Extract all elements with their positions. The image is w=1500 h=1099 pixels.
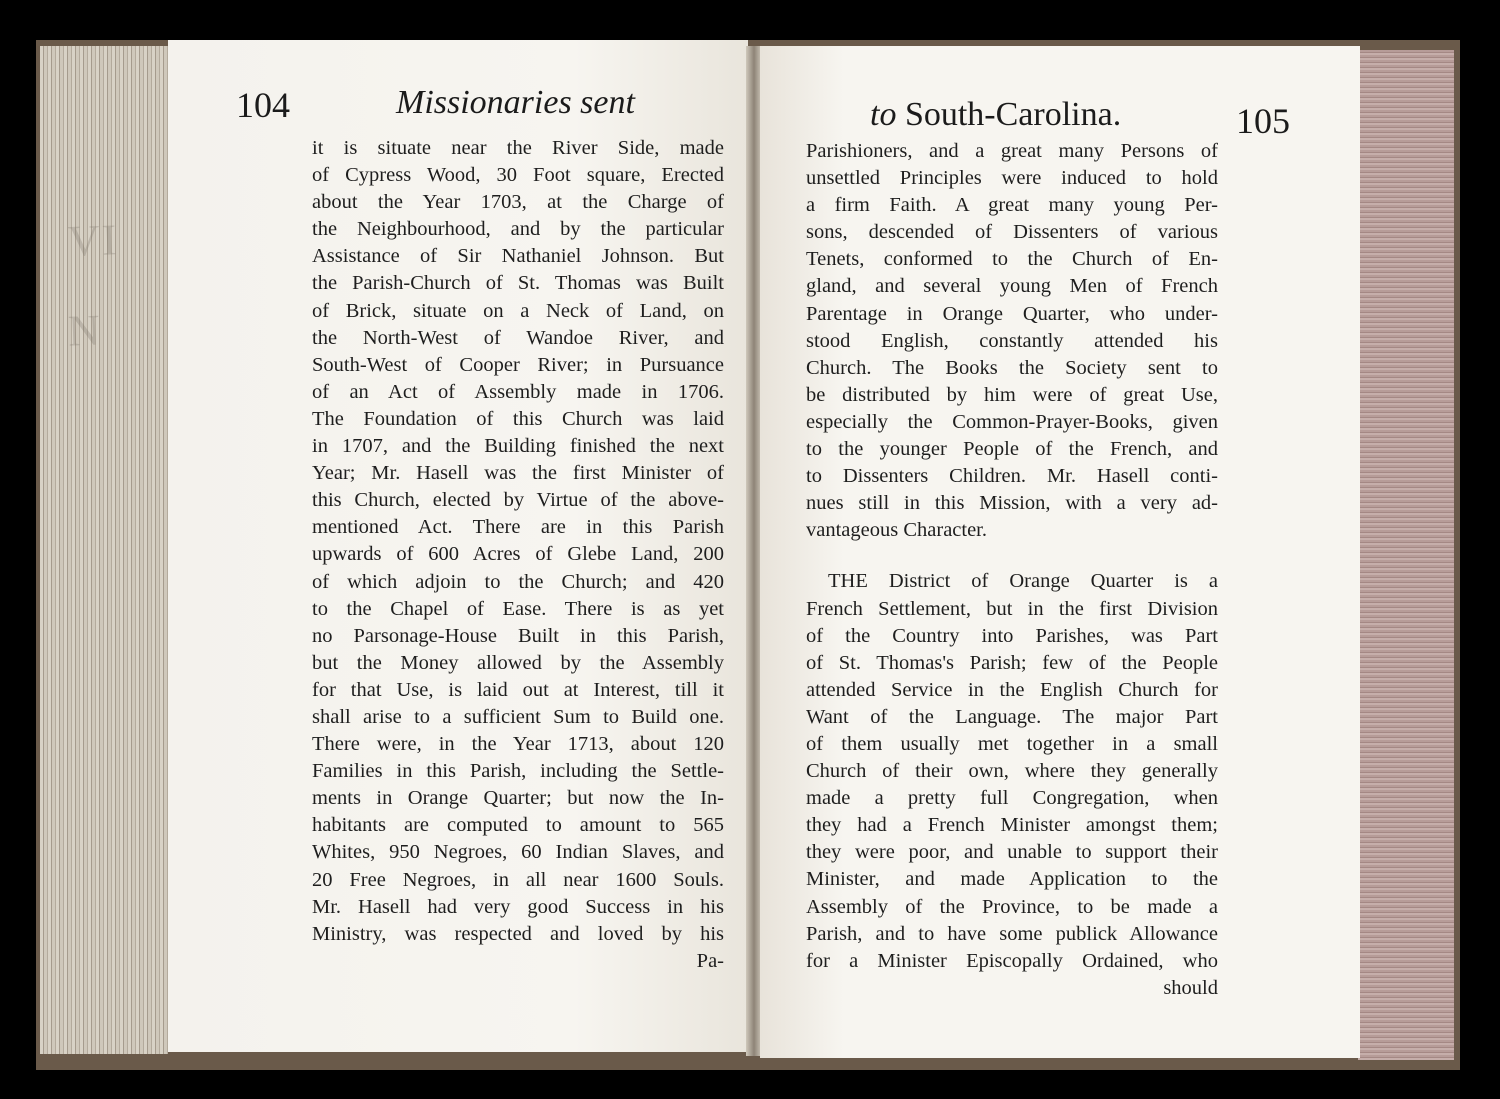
text-line: Tenets, conformed to the Church of En- <box>806 248 1218 271</box>
text-line: this Church, elected by Virtue of the above- <box>312 489 724 512</box>
text-line: Whites, 950 Negroes, 60 Indian Slaves, and <box>312 841 724 864</box>
text-line: Assistance of Sir Nathaniel Johnson. But <box>312 245 724 268</box>
text-line: Parish, and to have some publick Allowance <box>806 922 1218 945</box>
text-line: no Parsonage-House Built in this Parish, <box>312 624 724 647</box>
text-line: Assembly of the Province, to be made a <box>806 895 1218 918</box>
text-line: especially the Common-Prayer-Books, given <box>806 410 1218 433</box>
text-line: to the Chapel of Ease. There is as yet <box>312 597 724 620</box>
left-page-stack-edge <box>40 46 168 1054</box>
text-line: attended Service in the English Church for <box>806 678 1218 701</box>
text-line: the North-West of Wandoe River, and <box>312 326 724 349</box>
text-line: Families in this Parish, including the Settle- <box>312 760 724 783</box>
text-line: of St. Thomas's Parish; few of the People <box>806 651 1218 674</box>
text-line: of Cypress Wood, 30 Foot square, Erected <box>312 164 724 187</box>
catchword: should <box>1163 976 1218 999</box>
text-line: nues still in this Mission, with a very ad- <box>806 492 1218 515</box>
text-line: be distributed by him were of great Use, <box>806 383 1218 406</box>
text-line: upwards of 600 Acres of Glebe Land, 200 <box>312 543 724 566</box>
text-line: of which adjoin to the Church; and 420 <box>312 570 724 593</box>
text-line: they had a French Minister amongst them; <box>806 814 1218 837</box>
right-page-number: 105 <box>1236 101 1290 141</box>
text-line: stood English, constantly attended his <box>806 329 1218 352</box>
show-through-mark: VI <box>67 215 120 266</box>
text-line: Mr. Hasell had very good Success in his <box>312 895 724 918</box>
right-page-text <box>806 138 1218 1002</box>
text-line: South-West of Cooper River; in Pursuance <box>312 353 724 376</box>
text-line: about the Year 1703, at the Charge of <box>312 191 724 214</box>
text-line: of an Act of Assembly made in 1706. <box>312 380 724 403</box>
text-line: they were poor, and unable to support their <box>806 841 1218 864</box>
text-line: Ministry, was respected and loved by his <box>312 922 724 945</box>
text-line: 20 Free Negroes, in all near 1600 Souls. <box>312 868 724 891</box>
text-line: made a pretty full Congregation, when <box>806 787 1218 810</box>
text-line: habitants are computed to amount to 565 <box>312 814 724 837</box>
text-line: Year; Mr. Hasell was the first Minister of <box>312 462 724 485</box>
text-line: the Neighbourhood, and by the particular <box>312 218 724 241</box>
running-head-title: South-Carolina. <box>904 96 1122 133</box>
text-line: The Foundation of this Church was laid <box>312 407 724 430</box>
right-page-stack-edge <box>1358 50 1454 1060</box>
text-line: gland, and several young Men of French <box>806 275 1218 298</box>
text-line: vantageous Character. <box>806 519 988 542</box>
text-line: Church. The Books the Society sent to <box>806 356 1218 379</box>
text-line: THE District of Orange Quarter is a <box>828 570 1218 593</box>
text-line: Parishioners, and a great many Persons of <box>806 140 1218 162</box>
text-line: of Brick, situate on a Neck of Land, on <box>312 299 724 322</box>
text-line: a firm Faith. A great many young Per- <box>806 194 1218 217</box>
paragraph-gap <box>806 544 1218 568</box>
text-line: French Settlement, but in the first Division <box>806 597 1218 620</box>
text-line: There were, in the Year 1713, about 120 <box>312 733 724 756</box>
text-line: sons, descended of Dissenters of various <box>806 221 1218 244</box>
text-line: it is situate near the River Side, made <box>312 137 724 159</box>
text-line: of them usually met together in a small <box>806 732 1218 755</box>
text-line: mentioned Act. There are in this Parish <box>312 516 724 539</box>
text-line: the Parish-Church of St. Thomas was Built <box>312 272 724 295</box>
text-line: Church of their own, where they generally <box>806 760 1218 783</box>
right-running-head <box>870 96 1121 134</box>
left-page-number: 104 <box>236 85 290 125</box>
text-line: to Dissenters Children. Mr. Hasell conti- <box>806 465 1218 488</box>
catchword: Pa- <box>696 949 724 972</box>
text-line: ments in Orange Quarter; but now the In- <box>312 787 724 810</box>
text-line: for a Minister Episcopally Ordained, who <box>806 949 1218 972</box>
running-head-prefix: to <box>870 96 897 133</box>
text-line: Want of the Language. The major Part <box>806 705 1218 728</box>
text-line: shall arise to a sufficient Sum to Build one. <box>312 705 724 728</box>
text-line: of the Country into Parishes, was Part <box>806 624 1218 647</box>
text-line: but the Money allowed by the Assembly <box>312 651 724 674</box>
left-page-text <box>312 135 724 975</box>
text-line: for that Use, is laid out at Interest, till it <box>312 678 724 701</box>
text-line: to the younger People of the French, and <box>806 438 1218 461</box>
text-line: Minister, and made Application to the <box>806 868 1218 891</box>
text-line: Parentage in Orange Quarter, who under- <box>806 302 1218 325</box>
show-through-mark: N <box>67 305 103 356</box>
text-line: unsettled Principles were induced to hold <box>806 167 1218 190</box>
text-line: in 1707, and the Building finished the next <box>312 435 724 458</box>
left-running-head: Missionaries sent <box>396 84 635 121</box>
